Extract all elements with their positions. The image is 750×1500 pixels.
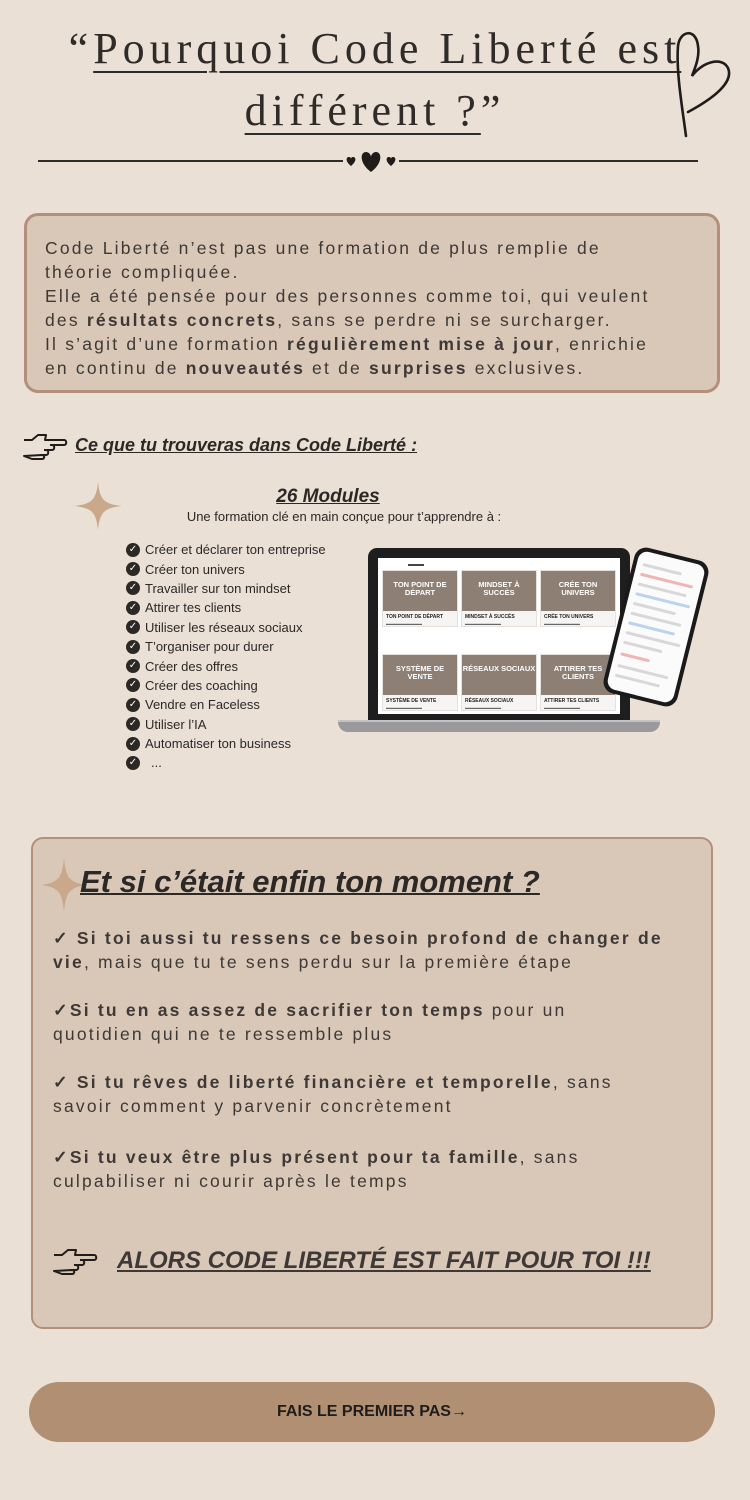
list-item: ✓ Automatiser ton business — [126, 734, 326, 753]
list-item: ✓ Créer des offres — [126, 656, 326, 675]
check-icon: ✓ — [126, 601, 140, 615]
check-icon: ✓ — [126, 581, 140, 595]
title-line-1: Pourquoi Code Liberté est — [93, 24, 682, 73]
list-item: ✓ Utiliser les réseaux sociaux — [126, 618, 326, 637]
intro-line: Code Liberté n’est pas une formation de plus remplie de — [45, 238, 601, 258]
moment-paragraph: ✓ Si tu rêves de liberté financière et temporelle, sans savoir comment y parvenir concrètement — [53, 1072, 613, 1116]
course-card: TON POINT DE DÉPART TON POINT DE DÉPART ▬▬▬▬▬▬▬▬▬ — [382, 570, 458, 627]
course-card: MINDSET À SUCCÈS MINDSET À SUCCÈS ▬▬▬▬▬▬▬▬▬ — [461, 570, 537, 627]
features-heading: Ce que tu trouveras dans Code Liberté : — [75, 435, 418, 455]
check-icon: ✓ — [126, 659, 140, 673]
modules-checklist — [126, 540, 326, 773]
list-item: ✓ Vendre en Faceless — [126, 695, 326, 714]
intro-line: Elle a été pensée pour des personnes comme toi, qui veulent — [45, 286, 650, 306]
intro-line: des résultats concrets, sans se perdre ni se surcharger. — [45, 310, 612, 330]
hearts-icon — [343, 148, 399, 176]
laptop-mockup — [368, 548, 630, 720]
moment-paragraph: ✓Si tu veux être plus présent pour ta famille, sans culpabiliser ni courir après le temps — [53, 1147, 580, 1191]
moment-title: Et si c’était enfin ton moment ? — [80, 864, 540, 899]
check-icon: ✓ — [126, 756, 140, 770]
course-card: CRÉE TON UNIVERS CRÉE TON UNIVERS ▬▬▬▬▬▬▬▬▬ — [540, 570, 616, 627]
list-item: ✓ ... — [126, 753, 326, 772]
check-icon: ✓ — [126, 543, 140, 557]
list-item: ✓ Attirer tes clients — [126, 598, 326, 617]
check-icon: ✓ — [126, 737, 140, 751]
close-quote: ” — [480, 86, 506, 135]
check-icon: ✓ — [126, 620, 140, 634]
pointing-hand-icon — [22, 432, 68, 462]
check-icon: ✓ — [126, 640, 140, 654]
check-icon: ✓ — [126, 678, 140, 692]
check-icon: ✓ — [126, 698, 140, 712]
page-title — [0, 18, 750, 142]
intro-line: en continu de nouveautés et de surprises exclusives. — [45, 358, 585, 378]
list-item: ✓ Créer et déclarer ton entreprise — [126, 540, 326, 559]
open-quote: “ — [68, 24, 94, 73]
laptop-base — [338, 720, 660, 732]
intro-box — [24, 213, 720, 393]
pointing-hand-icon — [52, 1247, 98, 1277]
list-item: ✓ T’organiser pour durer — [126, 637, 326, 656]
check-icon: ✓ — [126, 562, 140, 576]
title-line-2: différent ? — [244, 86, 481, 135]
laptop-screen — [378, 558, 620, 714]
modules-title: 26 Modules — [276, 486, 380, 507]
moment-paragraph: ✓ Si toi aussi tu ressens ce besoin profond de changer de vie, mais que tu te sens perdu sur la première étape — [53, 928, 663, 972]
course-card: ATTIRER TES CLIENTS ATTIRER TES CLIENTS ▬▬▬▬▬▬▬▬▬ — [540, 654, 616, 711]
list-item: ✓ Utiliser l’IA — [126, 715, 326, 734]
first-step-button[interactable]: FAIS LE PREMIER PAS→ — [29, 1382, 715, 1442]
course-card: SYSTÈME DE VENTE SYSTÈME DE VENTE ▬▬▬▬▬▬▬▬▬ — [382, 654, 458, 711]
heart-doodle-icon — [664, 26, 736, 144]
intro-line: théorie compliquée. — [45, 262, 240, 282]
moment-paragraph: ✓Si tu en as assez de sacrifier ton temps pour un quotidien qui ne te ressemble plus — [53, 1000, 567, 1044]
intro-line: Il s’agit d’une formation régulièrement mise à jour, enrichie — [45, 334, 649, 354]
course-card: RÉSEAUX SOCIAUX RÉSEAUX SOCIAUX ▬▬▬▬▬▬▬▬▬ — [461, 654, 537, 711]
list-item: ✓ Travailler sur ton mindset — [126, 579, 326, 598]
list-item: ✓ Créer des coaching — [126, 676, 326, 695]
list-item: ✓ Créer ton univers — [126, 559, 326, 578]
modules-subtitle: Une formation clé en main conçue pour t’apprendre à : — [186, 509, 502, 524]
check-icon: ✓ — [126, 717, 140, 731]
alors-cta-text: ALORS CODE LIBERTÉ EST FAIT POUR TOI !!! — [117, 1247, 651, 1274]
